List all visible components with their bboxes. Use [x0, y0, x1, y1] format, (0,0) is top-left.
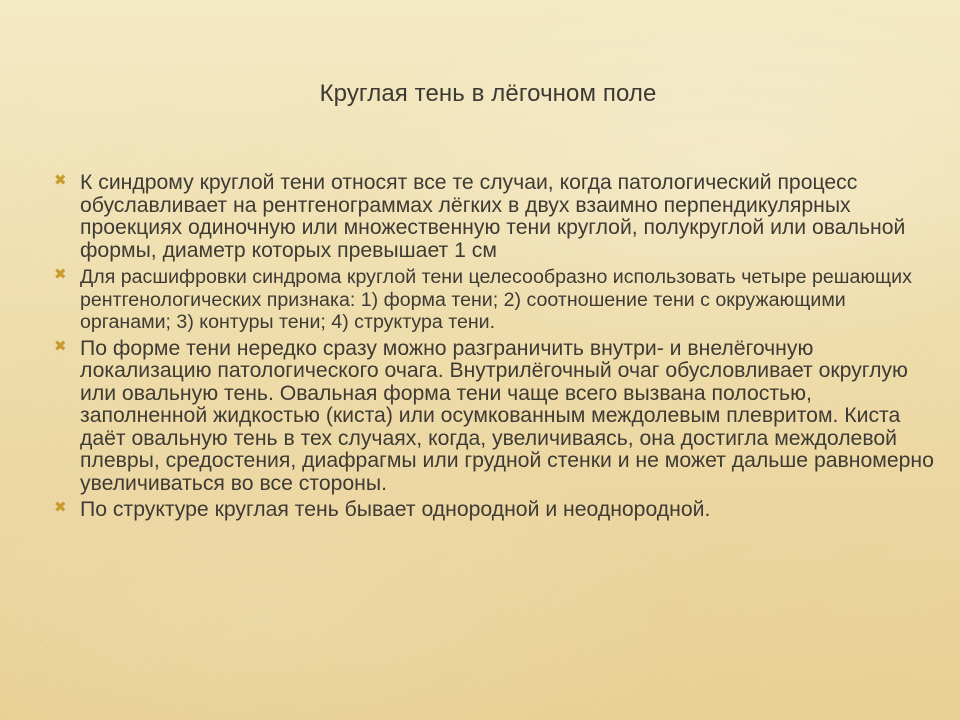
bullet-text: По форме тени нередко сразу можно разграничить внутри- и внелёгочную локализацию патологического очага. Внутрилёгочный очаг обусловливает округлую или овальную тень. Овальная форма тени чаще всего вызвана полостью, заполненной жидкостью (киста) или осумкованным междолевым плевритом. Киста даёт овальную тень в тех случаях, когда, увеличиваясь, она достигла междолевой плевры, средостения, диафрагмы или грудной стенки и не может дальше равномерно увеличиваться во все стороны.: [80, 336, 934, 495]
bullet-text: Для расшифровки синдрома круглой тени целесообразно использовать четыре решающих рентгенологических признака: 1) форма тени; 2) соотношение тени с окружающими органами; 3) контуры тени; 4) структура тени.: [80, 266, 912, 333]
bullet-item: [54, 172, 934, 262]
bullet-list: [54, 172, 934, 526]
bullet-item: [54, 338, 934, 496]
x-bullet-icon: ✖: [54, 337, 67, 355]
bullet-item: [54, 266, 934, 334]
slide-title: Круглая тень в лёгочном поле: [319, 80, 657, 107]
bullet-text: По структуре круглая тень бывает однородной и неоднородной.: [80, 498, 711, 521]
x-bullet-icon: ✖: [54, 172, 67, 189]
x-bullet-icon: ✖: [54, 499, 67, 516]
bullet-item: [54, 499, 934, 522]
bullet-text: К синдрому круглой тени относят все те случаи, когда патологический процесс обуславливает на рентгенограммах лёгких в двух взаимно перпендикулярных проекциях одиночную или множественную тени круглой, полукруглой или овальной формы, диаметр которых превышает 1 см: [80, 171, 906, 262]
x-bullet-icon: ✖: [54, 266, 67, 283]
